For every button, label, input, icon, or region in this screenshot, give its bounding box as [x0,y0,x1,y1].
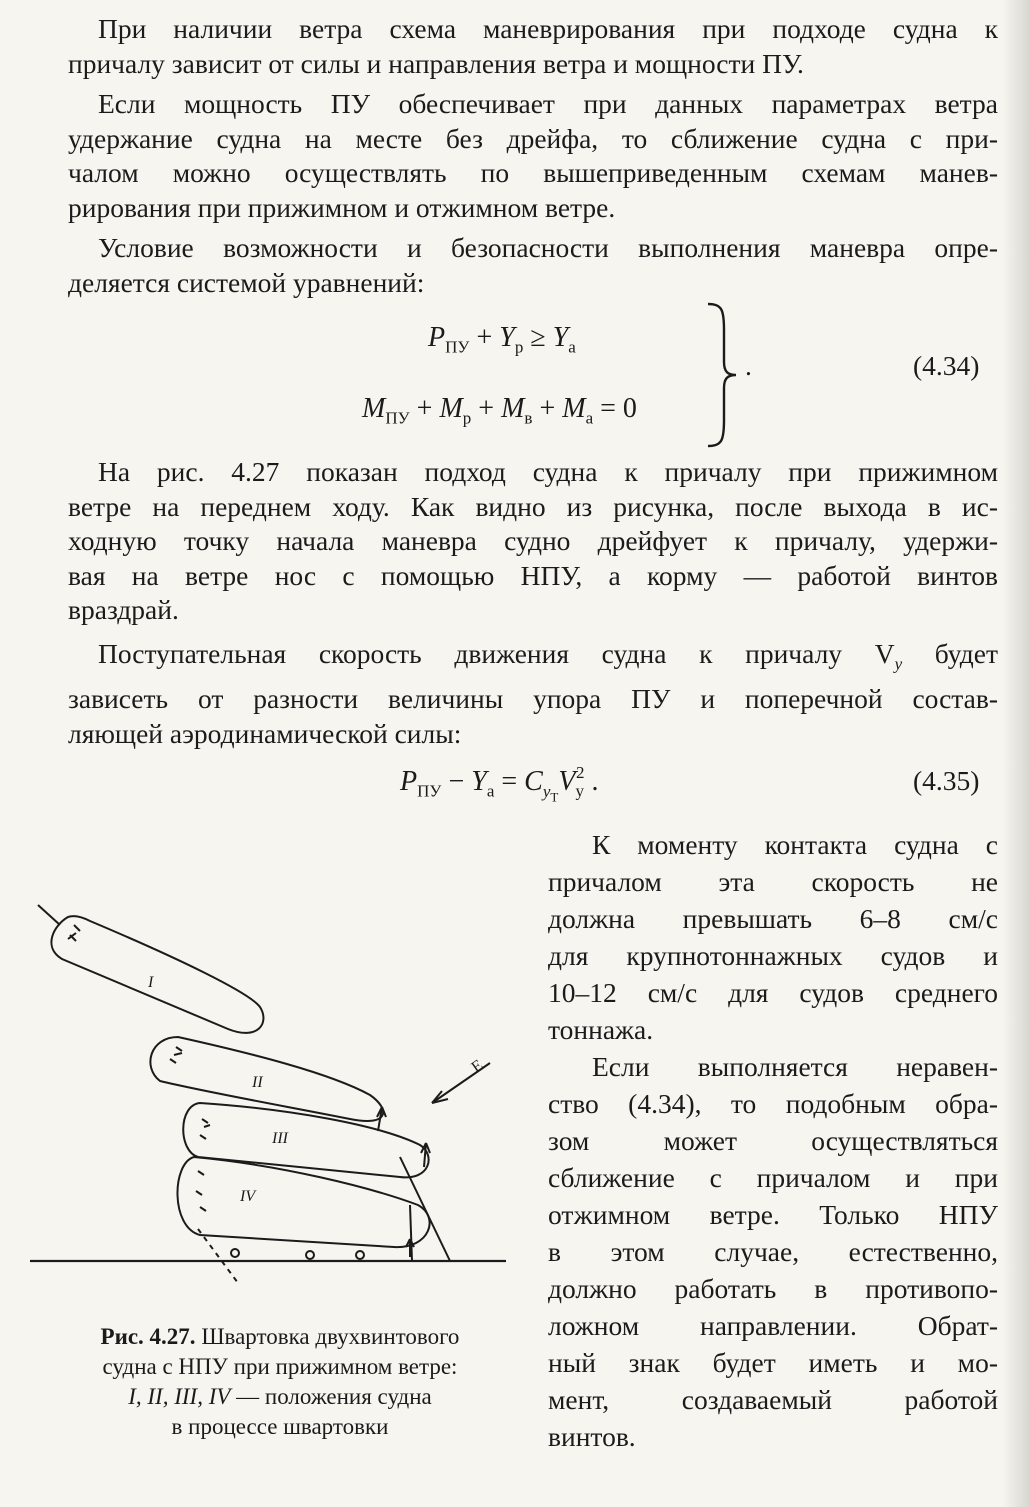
text-line: чалом можно осуществлять по вышеприведенным схемам манев- [68,157,998,188]
label-position-2: II [252,1074,263,1091]
caption-line-3: I, II, III, IV — положения судна [128,1384,432,1409]
text-line: ветре на переднем ходу. Как видно из рисунка, после выхода в ис- [68,490,998,522]
text-line: ходную точку начала маневра судно дрейфует к причалу, удержи- [68,525,998,556]
text-line: мент, создаваемый работой [548,1384,998,1415]
paragraph-figure-description [68,455,998,628]
text-line: деляется системой уравнений: [68,266,425,298]
ship-position-3 [183,1103,428,1177]
right-column-text [548,826,998,1455]
page-edge-shadow [1003,0,1029,1507]
text-line: Если мощность ПУ обеспечивает при данных параметрах ветра [98,88,998,119]
text-line: ляющей аэродинамической силы: [68,717,462,749]
text-line: причалу зависит от силы и направления ветра и мощности ПУ. [68,47,804,79]
text-line: Поступательная скорость движения судна к причалу $V_y$ будет [98,638,998,674]
ship-position-1 [51,916,263,1033]
text-line: К моменту контакта судна с [592,829,998,860]
figure-caption [30,1322,530,1442]
text-line: вая на ветре нос с помощью НПУ, а корму — работой винтов [68,559,998,591]
text-line: зом может осуществляться [548,1125,998,1156]
curly-brace [702,300,742,450]
text-line: При наличии ветра схема маневрирования при подходе судна к [98,13,998,44]
equation-4-34-line2: $M_{ПУ} + M_р + M_в + M_а = 0$ [362,393,637,428]
text-line: тоннажа. [548,1014,654,1045]
text-line: рирования при прижимном и отжимном ветре. [68,191,616,223]
text-line: ство (4.34), то подобным обра- [548,1088,998,1119]
text-line: Если выполняется неравен- [592,1051,998,1082]
text-line: Условие возможности и безопасности выполнения маневра опре- [98,232,998,263]
paragraph-velocity [68,637,998,751]
equation-number-4-35: (4.35) [913,765,980,796]
text-line: в этом случае, естественно, [548,1236,998,1267]
label-position-1: I [148,974,154,991]
text-line: удержание судна на месте без дрейфа, то сближение судна с при- [68,122,998,154]
text-line: зависеть от разности величины упора ПУ и поперечной состав- [68,683,998,714]
text-line: должно работать в противопо- [548,1273,998,1304]
text-line: причалом эта скорость не [548,866,998,897]
caption-line-2: судна с НПУ при прижимном ветре: [102,1354,458,1379]
paragraph-wind-scheme [68,12,998,81]
equation-4-34-line1: $P_{ПУ} + Y_р \ge Y_a$ [428,322,576,357]
text-line: На рис. 4.27 показан подход судна к причалу при прижимном [98,456,998,487]
text-line: 10–12 см/с для судов среднего [548,977,998,1008]
equation-4-35: $P_{ПУ} - Y_a = C_{y_Т}V_y^2$ . [400,763,599,804]
ship-position-4 [177,1157,429,1247]
equation-number-4-34: (4.34) [913,350,980,381]
label-position-3: III [272,1130,288,1147]
figure-4-27-mooring-diagram [30,895,530,1305]
text-line: сближение с причалом и при [548,1162,998,1193]
paragraph-condition [68,231,998,300]
text-line: отжимном ветре. Только НПУ [548,1199,998,1230]
label-position-4: IV [240,1188,256,1205]
caption-line-1: Рис. 4.27. Швартовка двухвинтового [100,1324,460,1349]
caption-line-4: в процессе швартовки [171,1414,389,1439]
text-line: ложном направлении. Обрат- [548,1310,998,1341]
text-line: для крупнотоннажных судов и [548,940,998,971]
text-line: ный знак будет иметь и мо- [548,1347,998,1378]
text-line: враздрай. [68,594,179,625]
paragraph-power [68,87,998,225]
equation-period: . [745,350,752,381]
text-line: должна превышать 6–8 см/с [548,903,998,934]
label-wind: E [468,1056,487,1077]
text-line: винтов. [548,1421,636,1452]
